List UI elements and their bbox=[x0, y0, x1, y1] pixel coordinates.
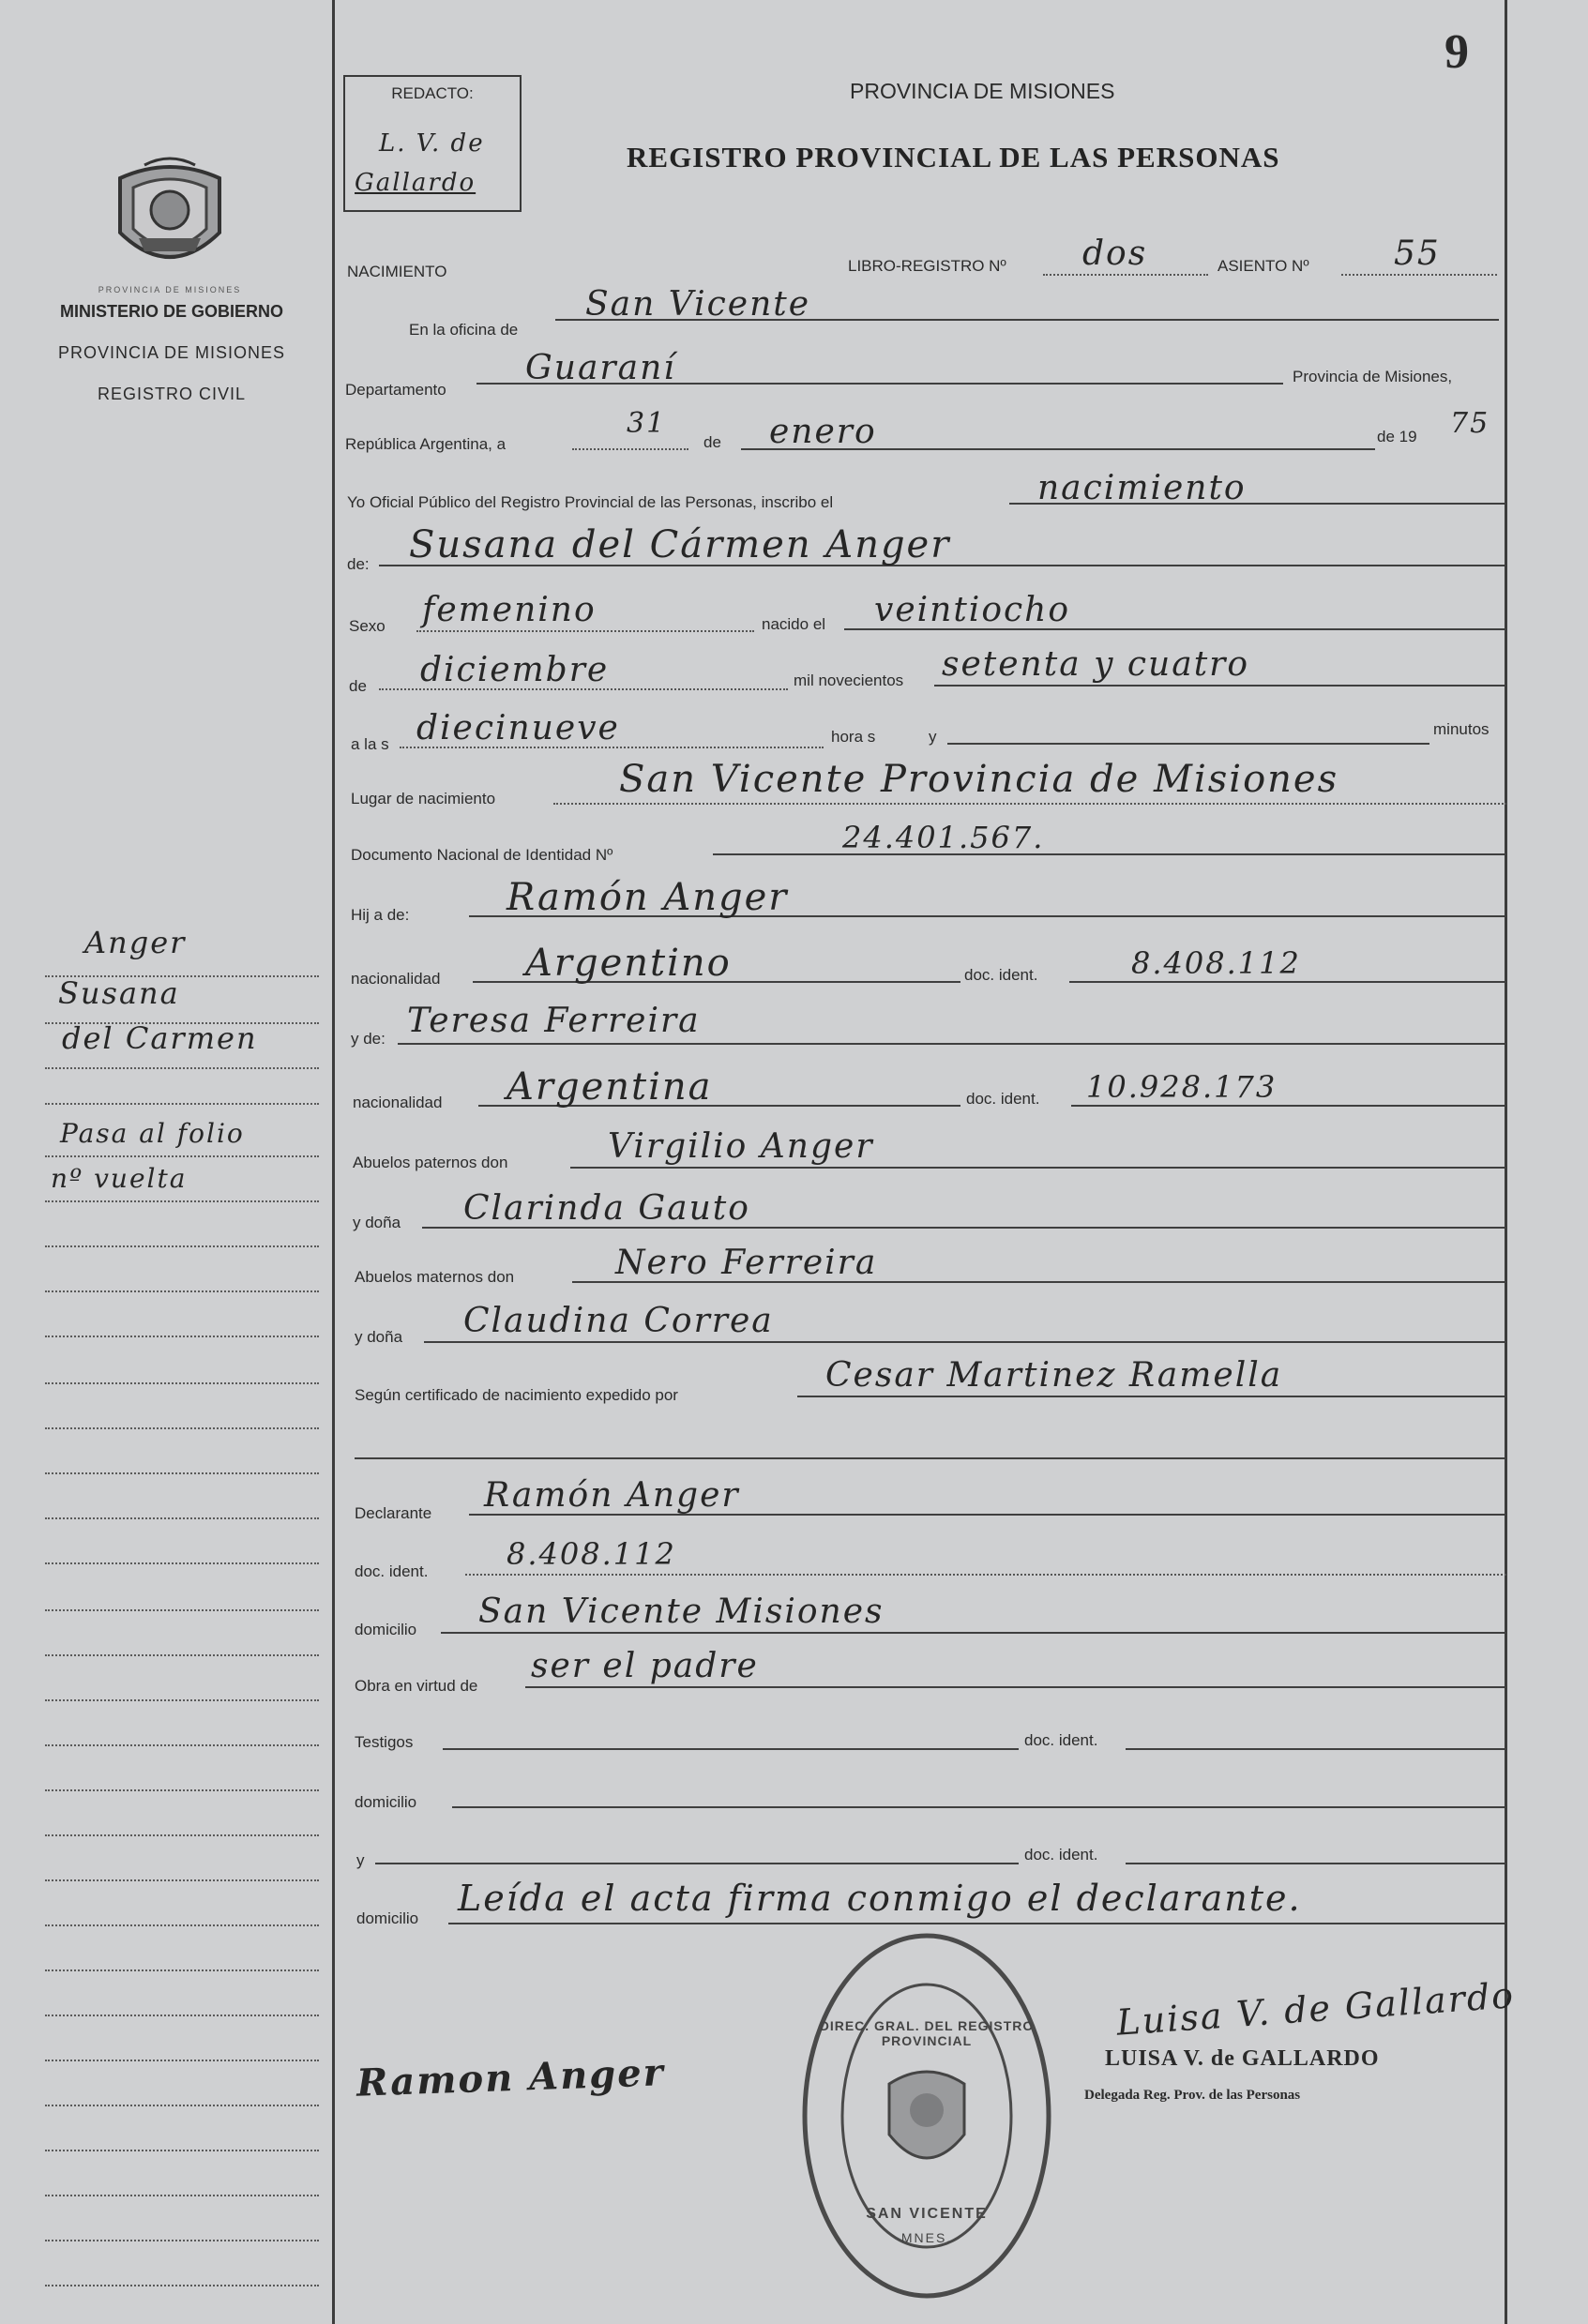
docid3-label: doc. ident. bbox=[355, 1562, 429, 1580]
departamento-label: Departamento bbox=[345, 381, 446, 399]
alas-label: a la s bbox=[351, 735, 389, 753]
hora-value: diecinueve bbox=[416, 709, 620, 747]
docid1-label: doc. ident. bbox=[964, 966, 1038, 984]
dni-label: Documento Nacional de Identidad Nº bbox=[351, 846, 613, 864]
ydona2-label: y doña bbox=[355, 1328, 403, 1346]
y2-label: y bbox=[356, 1851, 365, 1869]
mil-label: mil novecientos bbox=[794, 672, 904, 689]
dni-value: 24.401.567. bbox=[842, 820, 1045, 855]
oficina-value: San Vicente bbox=[585, 285, 811, 324]
domicilio1-value: San Vicente Misiones bbox=[478, 1592, 885, 1631]
docid5-label: doc. ident. bbox=[1024, 1846, 1098, 1864]
oficial-value: nacimiento bbox=[1037, 469, 1247, 507]
de19-label: de 19 bbox=[1377, 428, 1417, 445]
yde-label: y de: bbox=[351, 1030, 386, 1048]
official-seal bbox=[797, 1928, 1056, 2303]
declarante-value: Ramón Anger bbox=[484, 1476, 740, 1515]
padre-value: Ramón Anger bbox=[507, 876, 789, 919]
ab-pat-don: Virgilio Anger bbox=[608, 1127, 874, 1166]
domicilio2-label: domicilio bbox=[355, 1793, 417, 1811]
note-folio-1: Pasa al folio bbox=[60, 1118, 245, 1149]
seal-icon bbox=[797, 1928, 1056, 2303]
misiones-coat-of-arms bbox=[111, 152, 229, 281]
obra-value: ser el padre bbox=[531, 1647, 759, 1685]
note-name-2: Susana bbox=[58, 975, 180, 1011]
fecha-anio: 75 bbox=[1450, 407, 1490, 440]
note-name-3: del Carmen bbox=[62, 1020, 258, 1056]
madre-value: Teresa Ferreira bbox=[407, 1002, 701, 1040]
sidebar-ministry: MINISTERIO DE GOBIERNO bbox=[59, 302, 284, 321]
docid2-label: doc. ident. bbox=[966, 1090, 1040, 1108]
docid2-value: 10.928.173 bbox=[1086, 1069, 1278, 1105]
ydona1-label: y doña bbox=[353, 1214, 401, 1231]
fecha-mes: enero bbox=[769, 413, 877, 451]
docid1-value: 8.408.112 bbox=[1131, 945, 1301, 981]
left-margin-line bbox=[332, 0, 335, 2324]
page-number: 9 bbox=[1444, 25, 1469, 79]
ab-pat-label: Abuelos paternos don bbox=[353, 1154, 508, 1171]
official-title: Delegada Reg. Prov. de las Personas bbox=[1084, 2088, 1301, 2103]
docid3-value: 8.408.112 bbox=[507, 1536, 676, 1572]
lugar-value: San Vicente Provincia de Misiones bbox=[619, 758, 1339, 801]
declarante-label: Declarante bbox=[355, 1504, 432, 1522]
anio-value: setenta y cuatro bbox=[942, 645, 1250, 684]
lugar-label: Lugar de nacimiento bbox=[351, 790, 496, 807]
ab-pat-dona: Clarinda Gauto bbox=[463, 1189, 750, 1228]
nacido-label: nacido el bbox=[762, 615, 826, 633]
oficina-label: En la oficina de bbox=[409, 321, 519, 339]
declarante-signature: Ramon Anger bbox=[355, 2050, 666, 2105]
seal-sub: MNES. bbox=[900, 2230, 953, 2245]
fecha-dia: 31 bbox=[627, 407, 667, 440]
official-name: LUISA V. de GALLARDO bbox=[1105, 2046, 1380, 2071]
libro-value: dos bbox=[1082, 234, 1148, 273]
oficial-label: Yo Oficial Público del Registro Provincial de las Personas, inscribo el bbox=[347, 493, 834, 511]
nac1-value: Argentino bbox=[525, 942, 732, 985]
nac2-value: Argentina bbox=[507, 1065, 713, 1109]
mes-value: diciembre bbox=[420, 651, 610, 689]
y-label: y bbox=[929, 728, 937, 746]
redacto-line2: Gallardo bbox=[355, 169, 476, 197]
header-province: PROVINCIA DE MISIONES bbox=[850, 79, 1115, 103]
redacto-box bbox=[343, 75, 522, 212]
docid4-label: doc. ident. bbox=[1024, 1731, 1098, 1749]
certificado-label: Según certificado de nacimiento expedido por bbox=[355, 1386, 678, 1404]
asiento-value: 55 bbox=[1394, 234, 1441, 273]
seal-text: DIREC. GRAL. DEL REGISTRO PROVINCIAL bbox=[819, 2018, 1035, 2048]
note-name-1: Anger bbox=[84, 925, 187, 960]
testigos-label: Testigos bbox=[355, 1733, 414, 1751]
ab-mat-dona: Claudina Correa bbox=[463, 1302, 774, 1340]
official-signature: Luisa V. de Gallardo bbox=[1114, 1974, 1517, 2044]
sidebar-province: PROVINCIA DE MISIONES bbox=[57, 343, 286, 362]
de-mes-label: de bbox=[349, 677, 367, 695]
departamento-value: Guaraní bbox=[525, 349, 676, 387]
nacido-value: veintiocho bbox=[874, 591, 1071, 629]
sexo-value: femenino bbox=[422, 591, 597, 629]
asiento-label: ASIENTO Nº bbox=[1217, 257, 1309, 275]
nac2-label: nacionalidad bbox=[353, 1094, 443, 1111]
nacimiento-label: NACIMIENTO bbox=[347, 263, 447, 280]
redacto-label: REDACTO: bbox=[391, 84, 474, 102]
domicilio3-label: domicilio bbox=[356, 1909, 419, 1927]
sidebar-registry: REGISTRO CIVIL bbox=[97, 385, 247, 403]
nac1-label: nacionalidad bbox=[351, 970, 441, 988]
libro-label: LIBRO-REGISTRO Nº bbox=[848, 257, 1006, 275]
logo-text: PROVINCIA DE MISIONES bbox=[98, 285, 242, 294]
nombre-value: Susana del Cármen Anger bbox=[409, 523, 951, 566]
page-title: REGISTRO PROVINCIAL DE LAS PERSONAS bbox=[627, 141, 1280, 174]
republica-label: República Argentina, a bbox=[345, 435, 507, 453]
ab-mat-don: Nero Ferreira bbox=[615, 1244, 878, 1282]
ab-mat-label: Abuelos maternos don bbox=[355, 1268, 515, 1286]
hijo-label: Hij a de: bbox=[351, 906, 410, 924]
sexo-label: Sexo bbox=[349, 617, 386, 635]
redacto-line1: L. V. de bbox=[379, 129, 485, 158]
de-nombre-label: de: bbox=[347, 555, 370, 573]
hora-label: hora s bbox=[831, 728, 876, 746]
certificado-value: Cesar Martinez Ramella bbox=[825, 1356, 1283, 1395]
obra-label: Obra en virtud de bbox=[355, 1677, 478, 1695]
minutos-label: minutos bbox=[1433, 720, 1490, 738]
de-label: de bbox=[703, 433, 721, 451]
provincia-suffix: Provincia de Misiones, bbox=[1293, 368, 1453, 385]
domicilio3-value: Leída el acta firma conmigo el declarante. bbox=[458, 1878, 1302, 1919]
note-folio-2: nº vuelta bbox=[51, 1163, 188, 1194]
domicilio1-label: domicilio bbox=[355, 1621, 417, 1638]
coat-of-arms-icon bbox=[111, 152, 229, 281]
seal-bottom: SAN VICENTE bbox=[866, 2206, 988, 2222]
